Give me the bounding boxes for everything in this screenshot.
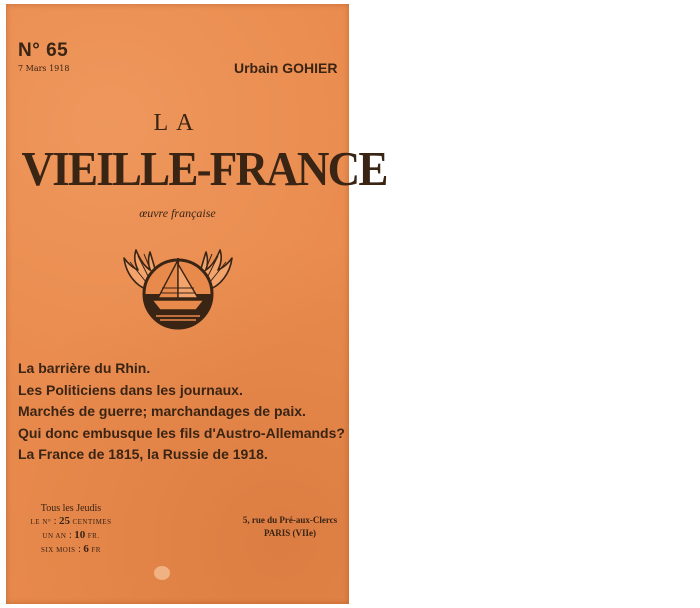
- title-article: LA: [153, 110, 202, 136]
- publication-frequency: Tous les Jeudis: [40, 503, 102, 514]
- headline-item: La France de 1815, la Russie de 1918.: [18, 446, 268, 462]
- publisher-address: [230, 514, 350, 540]
- issue-number: N° 65: [18, 40, 69, 61]
- address-city: PARIS (VIIe): [263, 528, 317, 538]
- issue-price-line: LE N° : 25 CENTIMES: [30, 515, 112, 527]
- address-street: 5, rue du Pré-aux-Clercs: [242, 515, 338, 525]
- author-name: Urbain GOHIER: [234, 60, 338, 76]
- yearly-price-line: UN AN : 10 FR.: [42, 529, 100, 541]
- subscription-info: [16, 502, 126, 557]
- magazine-cover: [6, 4, 387, 604]
- headline-item: Les Politiciens dans les journaux.: [18, 381, 243, 398]
- paper-stain: [154, 566, 170, 580]
- six-months-price-line: SIX MOIS : 6 FR: [41, 543, 101, 555]
- subtitle: œuvre française: [139, 206, 216, 220]
- page-title: VIEILLE-FRANCE: [21, 141, 387, 196]
- winged-ship-emblem-icon: [118, 240, 238, 332]
- headline-item: Qui donc embusque les fils d'Austro-Allemands?: [18, 424, 345, 441]
- headline-list: [18, 358, 345, 466]
- headline-item: La barrière du Rhin.: [18, 360, 151, 376]
- issue-date: 7 Mars 1918: [18, 64, 70, 73]
- headline-item: Marchés de guerre; marchandages de paix.: [18, 403, 306, 419]
